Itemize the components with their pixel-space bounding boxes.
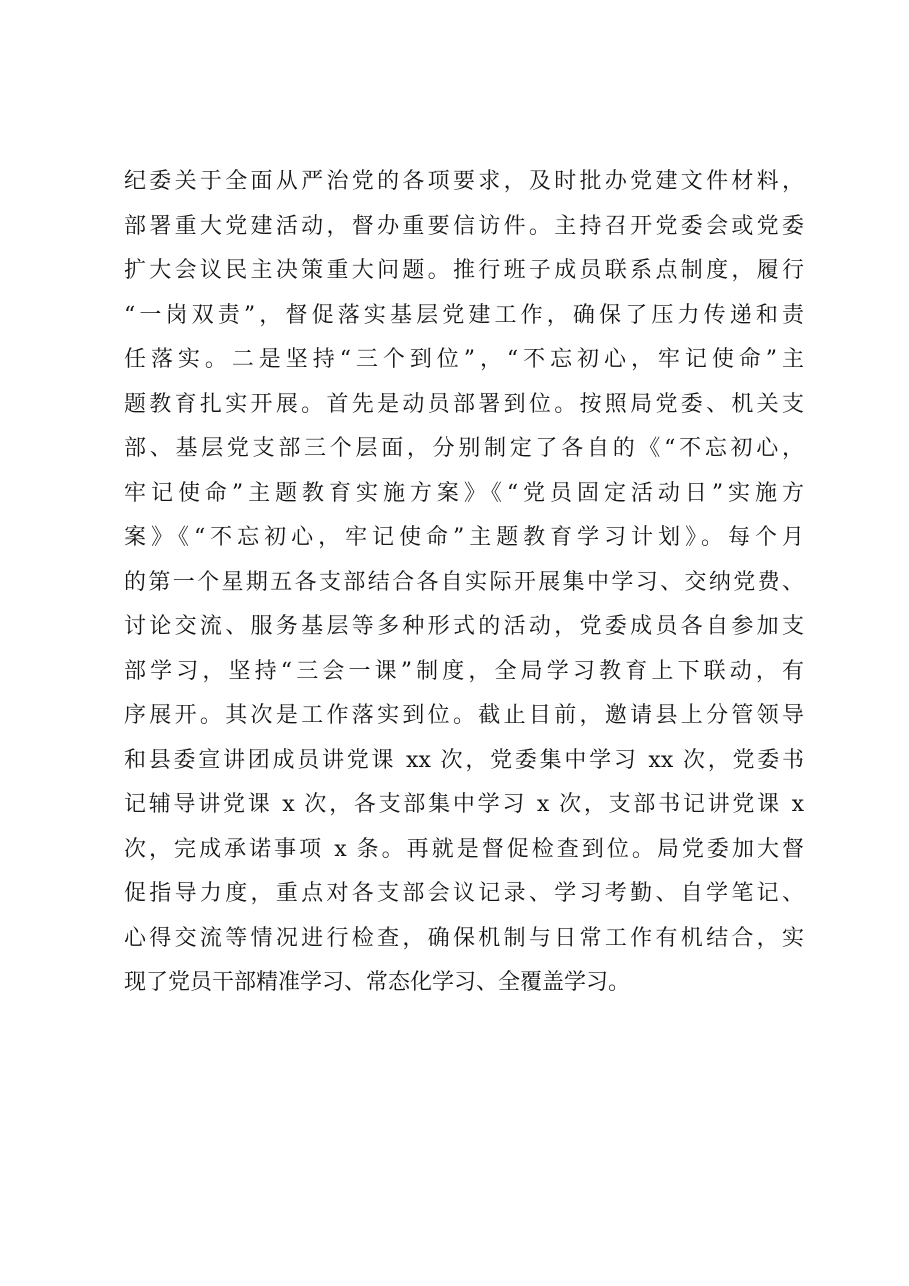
text-line: 扩大会议民主决策重大问题。推行班子成员联系点制度，履行 (124, 258, 804, 283)
text-line: 牢记使命”主题教育实施方案》《“党员固定活动日”实施方 (124, 480, 804, 506)
text-line: 和县委宣讲团成员讲党课 xx 次，党委集中学习 xx 次，党委书 (124, 747, 804, 773)
text-line: 次，完成承诺事项 x 条。再就是督促检查到位。局党委加大督 (124, 836, 804, 862)
text-line: 任落实。二是坚持“三个到位”，“不忘初心，牢记使命”主 (124, 347, 804, 372)
text-line: 现了党员干部精准学习、常态化学习、全覆盖学习。 (124, 970, 631, 995)
text-line: 心得交流等情况进行检查，确保机制与日常工作有机结合，实 (124, 925, 804, 951)
text-line: 序展开。其次是工作落实到位。截止目前，邀请县上分管领导 (124, 703, 804, 728)
text-line: 部学习，坚持“三会一课”制度，全局学习教育上下联动，有 (124, 658, 804, 684)
text-line: 题教育扎实开展。首先是动员部署到位。按照局党委、机关支 (124, 391, 804, 417)
text-line: 的第一个星期五各支部结合各自实际开展集中学习、交纳党费、 (124, 569, 804, 595)
text-line: 促指导力度，重点对各支部会议记录、学习考勤、自学笔记、 (124, 881, 804, 906)
text-line: 部署重大党建活动，督办重要信访件。主持召开党委会或党委 (124, 213, 804, 239)
text-line: “一岗双责”，督促落实基层党建工作，确保了压力传递和责 (124, 302, 804, 328)
text-line: 讨论交流、服务基层等多种形式的活动，党委成员各自参加支 (124, 614, 804, 639)
text-line: 案》《“不忘初心，牢记使命”主题教育学习计划》。每个月 (124, 525, 804, 550)
text-line: 记辅导讲党课 x 次，各支部集中学习 x 次，支部书记讲党课 x (124, 792, 804, 817)
text-line: 纪委关于全面从严治党的各项要求，及时批办党建文件材料， (124, 169, 804, 194)
body-paragraph (124, 160, 804, 1006)
text-line: 部、基层党支部三个层面，分别制定了各自的《“不忘初心， (124, 436, 804, 461)
